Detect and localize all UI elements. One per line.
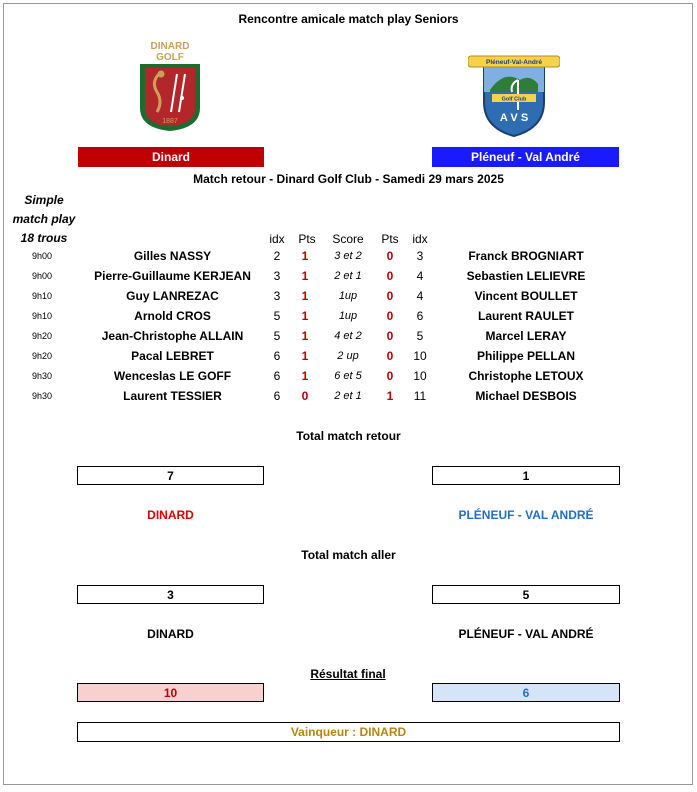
away-index: 6	[416, 309, 424, 323]
tee-time: 9h20	[31, 351, 53, 361]
page-title: Rencontre amicale match play Seniors	[238, 12, 459, 26]
dinard-golf-logo	[135, 38, 205, 133]
home-index: 6	[273, 369, 281, 383]
header-score: Score	[332, 232, 364, 246]
away-player: Vincent BOULLET	[474, 289, 578, 303]
match-row	[0, 246, 697, 266]
aller-home-score: 3	[77, 585, 264, 604]
retour-away-label: PLÉNEUF - VAL ANDRÉ	[458, 508, 594, 522]
away-player: Franck BROGNIART	[468, 249, 584, 263]
final-home-score: 10	[77, 683, 264, 702]
match-score: 3 et 2	[334, 250, 362, 262]
away-team-banner: Pléneuf - Val André	[432, 147, 619, 167]
tee-time: 9h30	[31, 391, 53, 401]
away-index: 10	[413, 349, 427, 363]
home-points: 1	[301, 349, 309, 363]
tee-time: 9h00	[31, 271, 53, 281]
match-subtitle: Match retour - Dinard Golf Club - Samedi 29 mars 2025	[193, 172, 504, 186]
tee-time: 9h10	[31, 291, 53, 301]
header-pts-home: Pts	[298, 232, 316, 246]
home-player: Gilles NASSY	[133, 249, 212, 263]
winner-banner: Vainqueur : DINARD	[77, 722, 620, 742]
total-aller-title: Total match aller	[301, 548, 396, 562]
home-player: Jean-Christophe ALLAIN	[101, 329, 244, 343]
match-row	[0, 306, 697, 326]
away-index: 5	[416, 329, 424, 343]
away-index: 4	[416, 289, 424, 303]
home-points: 1	[301, 369, 309, 383]
away-player: Marcel LERAY	[485, 329, 567, 343]
aller-home-label: DINARD	[147, 627, 194, 641]
home-team-banner: Dinard	[78, 147, 264, 167]
home-index: 6	[273, 349, 281, 363]
away-player: Philippe PELLAN	[476, 349, 575, 363]
home-player: Arnold CROS	[134, 309, 211, 323]
match-score: 2 up	[337, 350, 359, 362]
away-index: 3	[416, 249, 424, 263]
pleneuf-golf-logo	[468, 50, 560, 138]
final-result-title: Résultat final	[310, 667, 386, 681]
match-score: 2 et 1	[334, 390, 362, 402]
away-points: 0	[386, 269, 394, 283]
format-label-2: match play	[12, 212, 76, 226]
home-index: 5	[273, 329, 281, 343]
away-points: 0	[386, 369, 394, 383]
tee-time: 9h00	[31, 251, 53, 261]
match-score: 1up	[338, 310, 358, 322]
home-index: 3	[273, 269, 281, 283]
match-score: 2 et 1	[334, 270, 362, 282]
aller-away-score: 5	[432, 585, 620, 604]
home-index: 5	[273, 309, 281, 323]
away-points: 0	[386, 329, 394, 343]
header-idx-home: idx	[269, 232, 285, 246]
final-away-score: 6	[432, 683, 620, 702]
header-idx-away: idx	[412, 232, 428, 246]
home-points: 1	[301, 329, 309, 343]
away-index: 10	[413, 369, 427, 383]
home-points: 1	[301, 289, 309, 303]
home-player: Pacal LEBRET	[131, 349, 214, 363]
total-retour-title: Total match retour	[296, 429, 401, 443]
home-player: Guy LANREZAC	[126, 289, 219, 303]
match-row	[0, 386, 697, 406]
away-points: 0	[386, 249, 394, 263]
pleneuf-logo-letters: A V S	[499, 112, 529, 124]
tee-time: 9h20	[31, 331, 53, 341]
home-points: 0	[301, 389, 309, 403]
away-points: 0	[386, 289, 394, 303]
retour-home-score: 7	[77, 466, 264, 485]
away-player: Michael DESBOIS	[475, 389, 577, 403]
aller-away-label: PLÉNEUF - VAL ANDRÉ	[458, 627, 594, 641]
dinard-logo-line2: GOLF	[156, 52, 184, 63]
home-index: 2	[273, 249, 281, 263]
away-index: 4	[416, 269, 424, 283]
match-row	[0, 346, 697, 366]
match-row	[0, 266, 697, 286]
away-player: Laurent RAULET	[478, 309, 574, 323]
retour-home-label: DINARD	[147, 508, 194, 522]
away-points: 0	[386, 349, 394, 363]
away-player: Christophe LETOUX	[468, 369, 584, 383]
home-player: Laurent TESSIER	[123, 389, 222, 403]
home-points: 1	[301, 269, 309, 283]
away-player: Sebastien LELIEVRE	[466, 269, 586, 283]
match-score: 4 et 2	[334, 330, 362, 342]
away-index: 11	[413, 389, 427, 403]
tee-time: 9h10	[31, 311, 53, 321]
away-points: 0	[386, 309, 394, 323]
home-points: 1	[301, 309, 309, 323]
tee-time: 9h30	[31, 371, 53, 381]
match-row	[0, 366, 697, 386]
format-label-3: 18 trous	[20, 231, 68, 245]
pleneuf-logo-ribbon: Pléneuf-Val-André	[486, 59, 542, 66]
dinard-logo-year: 1887	[162, 118, 178, 125]
header-pts-away: Pts	[381, 232, 399, 246]
home-player: Wenceslas LE GOFF	[113, 369, 232, 383]
home-index: 3	[273, 289, 281, 303]
dinard-logo-line1: DINARD	[150, 41, 190, 52]
format-label-1: Simple	[24, 193, 64, 207]
match-score: 6 et 5	[334, 370, 362, 382]
home-index: 6	[273, 389, 281, 403]
home-player: Pierre-Guillaume KERJEAN	[94, 269, 251, 283]
pleneuf-logo-ribbon2: Golf Club	[501, 96, 527, 103]
home-points: 1	[301, 249, 309, 263]
retour-away-score: 1	[432, 466, 620, 485]
match-row	[0, 326, 697, 346]
match-score: 1up	[338, 290, 358, 302]
away-points: 1	[386, 389, 394, 403]
match-row	[0, 286, 697, 306]
